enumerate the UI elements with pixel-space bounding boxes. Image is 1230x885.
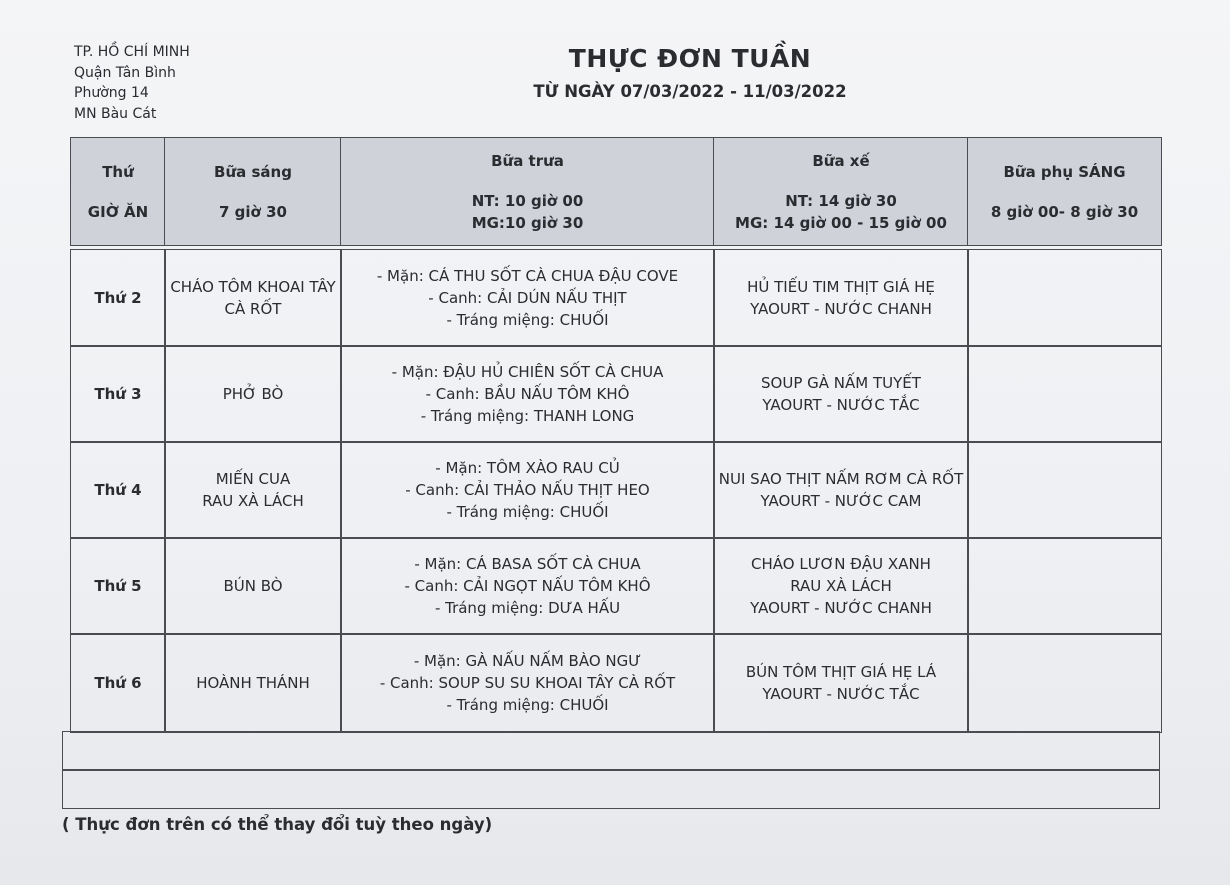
lunch-main-dish: - Mặn: CÁ THU SỐT CÀ CHUA ĐẬU COVE bbox=[376, 267, 679, 285]
header-extra-time: 8 giờ 00- 8 giờ 30 bbox=[990, 202, 1139, 221]
snack-line: BÚN TÔM THỊT GIÁ HẸ LÁ bbox=[745, 663, 937, 681]
snack-line: YAOURT - NƯỚC TẮC bbox=[762, 685, 920, 703]
snack-line: RAU XÀ LÁCH bbox=[790, 577, 892, 595]
breakfast-line: MIẾN CUA bbox=[215, 470, 291, 488]
lunch-cell bbox=[340, 441, 715, 539]
breakfast-line: CÀ RỐT bbox=[224, 300, 282, 318]
breakfast-cell bbox=[164, 633, 342, 733]
lunch-main-dish: - Mặn: GÀ NẤU NẤM BÀO NGƯ bbox=[413, 652, 642, 670]
city-label: TP. HỒ CHÍ MINH bbox=[74, 44, 190, 60]
snack-line: NUI SAO THỊT NẤM RƠM CÀ RỐT bbox=[718, 470, 964, 488]
extra-cell bbox=[967, 537, 1162, 635]
breakfast-line: CHÁO TÔM KHOAI TÂY bbox=[170, 278, 336, 296]
district-label: Quận Tân Bình bbox=[74, 64, 176, 81]
header-snack bbox=[713, 137, 969, 246]
blank-row bbox=[62, 769, 1160, 809]
header-snack-label: Bữa xế bbox=[812, 151, 870, 170]
snack-cell bbox=[713, 537, 969, 635]
lunch-dessert: - Tráng miệng: CHUỐI bbox=[446, 696, 609, 714]
lunch-main-dish: - Mặn: ĐẬU HỦ CHIÊN SỐT CÀ CHUA bbox=[391, 363, 664, 381]
extra-cell bbox=[967, 633, 1162, 733]
extra-cell bbox=[967, 345, 1162, 443]
extra-cell bbox=[967, 441, 1162, 539]
header-snack-time-mg: MG: 14 giờ 00 - 15 giờ 00 bbox=[735, 213, 947, 232]
lunch-main-dish: - Mặn: TÔM XÀO RAU CỦ bbox=[435, 459, 620, 477]
lunch-main-dish: - Mặn: CÁ BASA SỐT CÀ CHUA bbox=[414, 555, 641, 573]
lunch-soup: - Canh: SOUP SU SU KHOAI TÂY CÀ RỐT bbox=[379, 674, 676, 692]
lunch-dessert: - Tráng miệng: CHUỐI bbox=[446, 503, 609, 521]
snack-line: YAOURT - NƯỚC TẮC bbox=[762, 396, 920, 414]
school-label: MN Bàu Cát bbox=[74, 105, 157, 122]
header-breakfast bbox=[164, 137, 342, 246]
breakfast-cell bbox=[164, 345, 342, 443]
lunch-soup: - Canh: CẢI NGỌT NẤU TÔM KHÔ bbox=[404, 577, 651, 595]
header-breakfast-time: 7 giờ 30 bbox=[219, 202, 287, 221]
snack-line: CHÁO LƯƠN ĐẬU XANH bbox=[751, 555, 931, 573]
lunch-cell bbox=[340, 633, 715, 733]
blank-row bbox=[62, 731, 1160, 771]
snack-line: SOUP GÀ NẤM TUYẾT bbox=[761, 374, 921, 392]
day-cell: Thứ 6 bbox=[70, 633, 166, 733]
header-lunch-time-mg: MG:10 giờ 30 bbox=[471, 213, 584, 232]
header-day-time bbox=[70, 137, 166, 246]
day-cell: Thứ 5 bbox=[70, 537, 166, 635]
lunch-dessert: - Tráng miệng: THANH LONG bbox=[420, 407, 635, 425]
school-info bbox=[74, 42, 190, 124]
header-day: Thứ bbox=[102, 162, 134, 181]
lunch-cell bbox=[340, 537, 715, 635]
lunch-soup: - Canh: BẦU NẤU TÔM KHÔ bbox=[425, 385, 630, 403]
breakfast-line: HOÀNH THÁNH bbox=[196, 674, 310, 692]
day-cell: Thứ 4 bbox=[70, 441, 166, 539]
day-cell: Thứ 2 bbox=[70, 249, 166, 347]
snack-line: YAOURT - NƯỚC CHANH bbox=[750, 300, 932, 318]
lunch-cell bbox=[340, 345, 715, 443]
ward-label: Phường 14 bbox=[74, 85, 149, 101]
breakfast-cell bbox=[164, 537, 342, 635]
header-breakfast-label: Bữa sáng bbox=[214, 162, 292, 181]
lunch-soup: - Canh: CẢI DÚN NẤU THỊT bbox=[428, 289, 627, 307]
snack-cell bbox=[713, 345, 969, 443]
snack-line: HỦ TIẾU TIM THỊT GIÁ HẸ bbox=[747, 278, 935, 296]
header-lunch-label: Bữa trưa bbox=[491, 151, 564, 170]
breakfast-line: BÚN BÒ bbox=[223, 577, 283, 595]
date-range: TỪ NGÀY 07/03/2022 - 11/03/2022 bbox=[533, 82, 847, 101]
day-cell: Thứ 3 bbox=[70, 345, 166, 443]
page-title: THỰC ĐƠN TUẦN bbox=[568, 44, 812, 73]
breakfast-line: PHỞ BÒ bbox=[222, 385, 284, 403]
header-extra-label: Bữa phụ SÁNG bbox=[1003, 162, 1126, 181]
header-extra bbox=[967, 137, 1162, 246]
snack-cell bbox=[713, 441, 969, 539]
lunch-soup: - Canh: CẢI THẢO NẤU THỊT HEO bbox=[405, 481, 650, 499]
snack-cell bbox=[713, 249, 969, 347]
breakfast-line: RAU XÀ LÁCH bbox=[202, 492, 304, 510]
snack-line: YAOURT - NƯỚC CHANH bbox=[750, 599, 932, 617]
snack-cell bbox=[713, 633, 969, 733]
header-lunch bbox=[340, 137, 715, 246]
footer-note: ( Thực đơn trên có thể thay đổi tuỳ theo ngày) bbox=[62, 815, 493, 834]
snack-line: YAOURT - NƯỚC CAM bbox=[760, 492, 922, 510]
extra-cell bbox=[967, 249, 1162, 347]
header-time: GIỜ ĂN bbox=[87, 202, 149, 221]
header-lunch-time-nt: NT: 10 giờ 00 bbox=[471, 191, 584, 210]
lunch-cell bbox=[340, 249, 715, 347]
header-snack-time-nt: NT: 14 giờ 30 bbox=[785, 191, 897, 210]
lunch-dessert: - Tráng miệng: DƯA HẤU bbox=[434, 599, 621, 617]
breakfast-cell bbox=[164, 249, 342, 347]
lunch-dessert: - Tráng miệng: CHUỐI bbox=[446, 311, 609, 329]
breakfast-cell bbox=[164, 441, 342, 539]
